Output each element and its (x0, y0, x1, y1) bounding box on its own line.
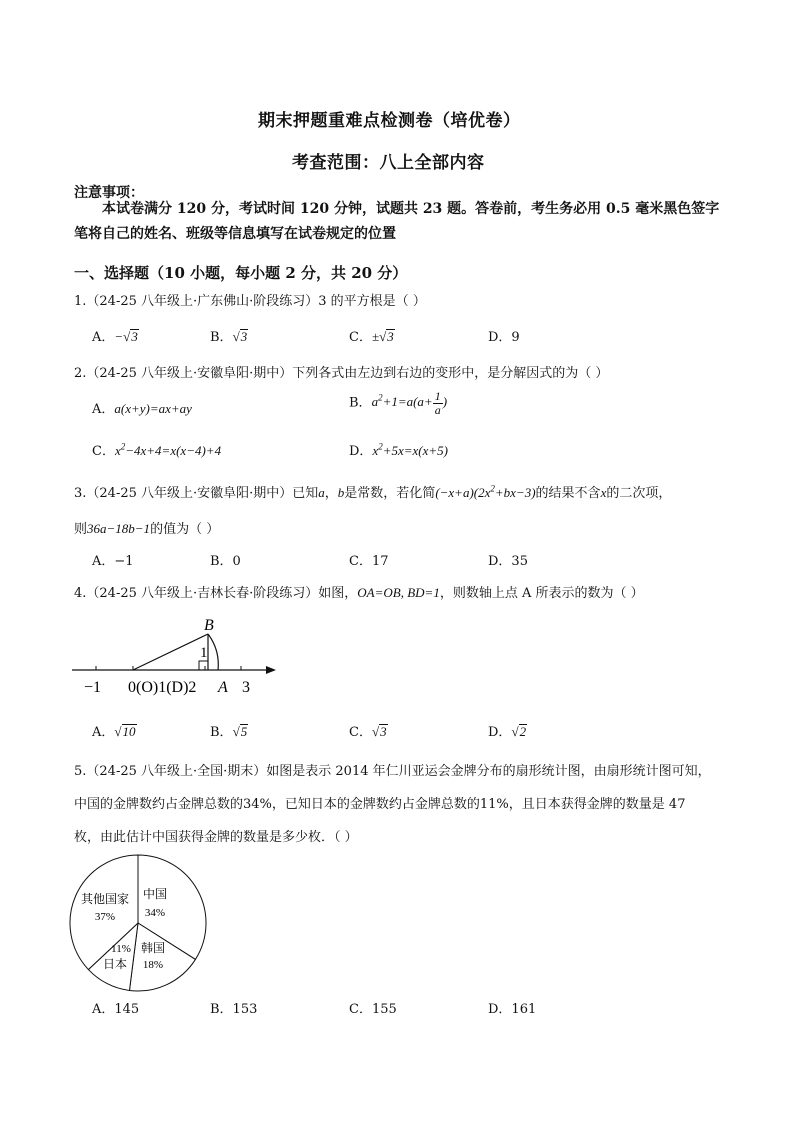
question-2-option-a[interactable] (92, 398, 192, 417)
math: a (318, 485, 325, 500)
question-5-stem-line1: 5.（24-25 八年级上·全国·期末）如图是表示 2014 年仁川亚运会金牌分布的扇形统计图，由扇形统计图可知， (74, 764, 711, 779)
stem-text: 3.（24-25 八年级上·安徽阜阳·期中）已知 (74, 486, 319, 501)
question-3-option-a[interactable]: A．−1 (92, 554, 134, 569)
option-value: ±√3 (371, 329, 394, 344)
arc-ba (208, 634, 218, 670)
stem-text: ，则数轴上点 A 所表示的数为（ ） (439, 586, 644, 601)
option-letter: B． (349, 395, 372, 411)
section-heading: 一、选择题（10 小题，每小题 2 分，共 20 分） (74, 264, 408, 282)
question-5-stem-line3: 枚，由此估计中国获得金牌的数量是多少枚．（ ） (74, 830, 358, 845)
question-5-option-d[interactable]: D．161 (488, 1002, 537, 1017)
number-line-figure (70, 610, 290, 700)
radicand: 2 (519, 724, 527, 739)
option-math: $x^2-4x+4=x(x-4)+4$ (114, 441, 222, 458)
pie-chart (63, 848, 213, 998)
label-a: A (218, 679, 228, 696)
pie-label-others: 其他国家 (80, 892, 130, 906)
label-3: 3 (242, 679, 250, 696)
right-angle-mark (199, 661, 208, 670)
pie-pct-china: 34% (144, 907, 166, 919)
option-letter: B． (210, 725, 233, 740)
pie-pct-japan: 11% (111, 943, 131, 955)
question-2-option-d[interactable] (349, 440, 448, 459)
question-1-option-a[interactable] (92, 326, 139, 345)
option-math: $x^2+5x=x(x+5)$ (372, 441, 449, 458)
radicand: 10 (122, 724, 136, 739)
pie-pct-others: 37% (94, 911, 116, 923)
option-value: −√3 (114, 329, 138, 344)
label-neg1: −1 (84, 679, 102, 696)
question-5-option-a[interactable]: A．145 (92, 1002, 140, 1017)
option-letter: C． (349, 725, 372, 740)
option-letter: C． (92, 444, 115, 459)
question-4-option-a[interactable] (92, 721, 137, 740)
option-math: $a^2+1=a(a+$ $\frac{1}{a}$ ) (371, 389, 448, 417)
option-letter: D． (349, 444, 373, 459)
pie-pct-korea: 18% (142, 959, 164, 971)
stem-text: 则 (74, 522, 88, 537)
question-5-option-b[interactable]: B．153 (210, 1002, 258, 1017)
stem-text: 4.（24-25 八年级上·吉林长春·阶段练习）如图， (74, 586, 358, 601)
question-5-option-c[interactable]: C．155 (349, 1002, 397, 1017)
option-value: √3 (371, 724, 387, 739)
label-one: 1 (200, 645, 208, 661)
math: b (337, 485, 345, 500)
option-value: √3 (232, 329, 248, 344)
question-2-option-c[interactable] (92, 440, 221, 459)
question-4-option-c[interactable] (349, 721, 388, 740)
question-3-option-b[interactable]: B．0 (210, 554, 241, 569)
option-value: √5 (232, 724, 248, 739)
option-letter: A． (92, 330, 115, 345)
option-letter: C． (349, 330, 372, 345)
option-math: a(x+y)=ax+ay (114, 401, 192, 416)
question-4-stem (74, 582, 644, 601)
math: $(-x+a)(2x^2+bx-3)$ (435, 483, 536, 500)
stem-text: 是常数，若化简 (344, 486, 436, 501)
question-1-stem: 1.（24-25 八年级上·广东佛山·阶段练习）3 的平方根是（ ） (74, 294, 426, 309)
notes-body: 本试卷满分 120 分，考试时间 120 分钟，试题共 23 题。答卷前，考生务必用 0.5 毫米黑色签字笔将自己的姓名、班级等信息填写在试卷规定的位置 (74, 201, 720, 242)
question-4-option-d[interactable] (488, 721, 527, 740)
question-2-option-b[interactable] (349, 390, 447, 417)
question-2-stem: 2.（24-25 八年级上·安徽阜阳·期中）下列各式由左边到右边的变形中，是分解因式的为（ ） (74, 366, 609, 381)
option-value: √2 (511, 724, 527, 739)
label-o-d: 0(O)1(D)2 (128, 679, 197, 696)
notes-heading: 注意事项： (74, 185, 144, 201)
pie-label-china: 中国 (142, 887, 168, 901)
label-b: B (204, 617, 214, 634)
question-4-option-b[interactable] (210, 721, 248, 740)
stem-text: 的结果不含 (535, 486, 601, 501)
question-5-stem-line2: 中国的金牌数约占金牌总数的34%，已知日本的金牌数约占金牌总数的11%，且日本获得金牌的数量是 47 (74, 797, 686, 812)
math: 36a−18b−1 (87, 521, 151, 536)
question-1-option-b[interactable] (210, 326, 248, 345)
math: OA=OB, BD=1 (357, 585, 440, 600)
question-1-option-d[interactable]: D．9 (488, 330, 520, 345)
question-3-stem: 3.（24-25 八年级上·安徽阜阳·期中）已知a，b是常数，若化简$(-x+a)(2x^2+bx-3)$的结果不含x的二次项， (74, 483, 672, 501)
segment-ob (133, 634, 208, 670)
question-3-option-c[interactable]: C．17 (349, 554, 389, 569)
radicand: 3 (380, 724, 387, 739)
radicand: 5 (240, 724, 248, 739)
option-letter: A． (92, 402, 115, 417)
option-letter: D． (488, 725, 512, 740)
option-letter: A． (92, 725, 115, 740)
page-subtitle: 考查范围：八上全部内容 (292, 153, 485, 173)
math: x (600, 485, 607, 500)
stem-text: 的值为（ ） (150, 522, 220, 537)
page-title: 期末押题重难点检测卷（培优卷） (258, 111, 521, 131)
option-value: √10 (114, 724, 136, 739)
pie-label-japan: 日本 (102, 957, 128, 971)
question-3-option-d[interactable]: D．35 (488, 554, 528, 569)
stem-text: 的二次项， (606, 486, 672, 501)
question-1-option-c[interactable] (349, 326, 395, 345)
option-letter: B． (210, 330, 233, 345)
axis-arrow (266, 666, 276, 674)
pie-label-korea: 韩国 (140, 941, 166, 955)
question-3-line2 (74, 518, 219, 537)
